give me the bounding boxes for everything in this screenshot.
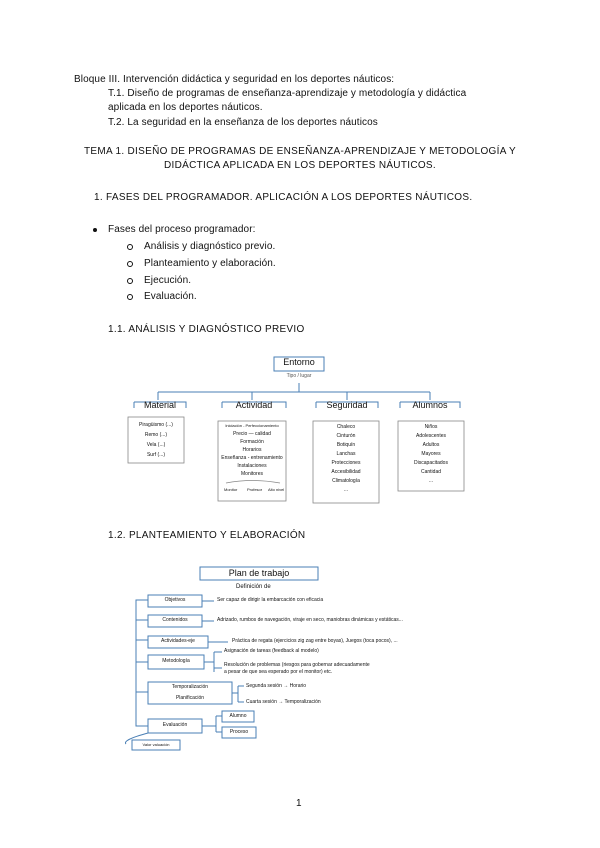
material-item: Vela (...)	[146, 442, 166, 448]
row-desc: a pesar de que sea esperado por el monitor) etc.	[224, 669, 333, 675]
actividad-item: Instalaciones	[237, 463, 267, 469]
material-item: Surf (...)	[146, 452, 166, 458]
phase-item: Análisis y diagnóstico previo.	[144, 241, 276, 252]
row-box-label: Evaluación	[162, 722, 188, 728]
seguridad-item: Lanchas	[336, 451, 356, 457]
row-box-label: Objetivos	[164, 597, 186, 603]
row-box-label: Actividades-eje	[161, 638, 195, 644]
alumnos-item: Cantidad	[420, 469, 441, 475]
root-sublabel: Tipo / lugar	[286, 373, 312, 379]
seguridad-item: Protecciones	[331, 460, 361, 466]
section-1-1-heading: 1.1. ANÁLISIS Y DIAGNÓSTICO PREVIO	[108, 324, 305, 335]
alumnos-item: Adolescentes	[415, 433, 447, 439]
row-desc: Ser capaz de dirigir la embarcación con eficacia	[217, 597, 324, 603]
actividad-item: Iniciación - Perfeccionamiento	[225, 423, 279, 428]
actividad-item: Monitores	[241, 471, 263, 477]
seguridad-item: Chaleco	[336, 424, 356, 430]
topic-2: T.2. La seguridad en la enseñanza de los deportes náuticos	[108, 117, 378, 128]
seguridad-title: Seguridad	[326, 400, 368, 410]
root-label: Entorno	[283, 357, 315, 367]
alumnos-item: Adultos	[422, 442, 440, 448]
topic-1-line-2: aplicada en los deportes náuticos.	[108, 102, 263, 113]
phase-item: Ejecución.	[144, 275, 192, 286]
alumnos-title: Alumnos	[412, 400, 448, 410]
row-box-label: Metodología	[162, 658, 190, 664]
actividad-sub-item: Alto nivel	[268, 487, 285, 492]
seguridad-item: Climatología	[332, 478, 360, 484]
alumnos-item: Mayores	[421, 451, 441, 457]
material-title: Material	[143, 400, 176, 410]
alumnos-item: ...	[428, 478, 434, 484]
section-1-2-heading: 1.2. PLANTEAMIENTO Y ELABORACIÓN	[108, 530, 306, 541]
seguridad-item: ...	[343, 487, 349, 493]
actividad-item: Precio — calidad	[233, 431, 271, 437]
topic-title-line-2: DIDÁCTICA APLICADA EN LOS DEPORTES NÁUTICOS.	[164, 160, 436, 171]
row-desc: Adrizado, rumbos de navegación, viraje en seco, maniobras dinámicas y estáticas...	[217, 617, 403, 623]
valor-label: Valor valuación	[142, 742, 170, 747]
phase-item: Planteamiento y elaboración.	[144, 258, 276, 269]
phases-intro: Fases del proceso programador:	[108, 224, 256, 235]
row-box-label: Planificación	[175, 695, 205, 701]
row-box-label: Contenidos	[162, 617, 188, 623]
actividad-item: Enseñanza - entrenamiento	[221, 455, 283, 461]
material-item: Piragüismo (...)	[139, 422, 173, 428]
seguridad-item: Botiquín	[336, 442, 356, 448]
row-desc: Cuarta sesión → Temporalización	[246, 699, 321, 705]
eval-proceso-label: Proceso	[229, 729, 249, 735]
phase-item: Evaluación.	[144, 291, 197, 302]
plan-title: Plan de trabajo	[228, 568, 290, 578]
topic-title-line-1: TEMA 1. DISEÑO DE PROGRAMAS DE ENSEÑANZA-APRENDIZAJE Y METODOLOGÍA Y	[84, 146, 516, 157]
material-item: Remo (...)	[144, 432, 168, 438]
actividad-sub-item: Monitor	[224, 487, 238, 492]
row-desc: Segunda sesión → Horario	[246, 683, 307, 689]
seguridad-item: Cinturón	[336, 433, 356, 439]
actividad-sub-item: Profesor	[247, 487, 263, 492]
row-desc: Resolución de problemas (riesgos para gobernar adecuadamente	[224, 662, 370, 668]
section-1-heading: 1. FASES DEL PROGRAMADOR. APLICACIÓN A LOS DEPORTES NÁUTICOS.	[94, 192, 473, 203]
seguridad-item: Accesibilidad	[331, 469, 361, 475]
row-box-label: Temporalización	[171, 684, 209, 690]
actividad-title: Actividad	[235, 400, 273, 410]
row-desc: Práctica de regata (ejercicios zig zag entre boyas), Juegos (toca pocos), ...	[232, 638, 398, 644]
plan-subtitle: Definición de	[236, 584, 271, 590]
actividad-item: Formación	[240, 439, 264, 445]
page-number: 1	[296, 798, 302, 809]
actividad-item: Horarios	[242, 447, 262, 453]
alumnos-item: Niños	[424, 424, 438, 430]
alumnos-item: Discapacitados	[414, 460, 448, 466]
row-desc: Asignación de tareas (feedback al modelo)	[224, 648, 319, 654]
eval-alumno-label: Alumno	[229, 713, 247, 719]
block-title: Bloque III. Intervención didáctica y seguridad en los deportes náuticos:	[74, 74, 395, 85]
topic-1-line-1: T.1. Diseño de programas de enseñanza-aprendizaje y metodología y didáctica	[108, 88, 467, 99]
